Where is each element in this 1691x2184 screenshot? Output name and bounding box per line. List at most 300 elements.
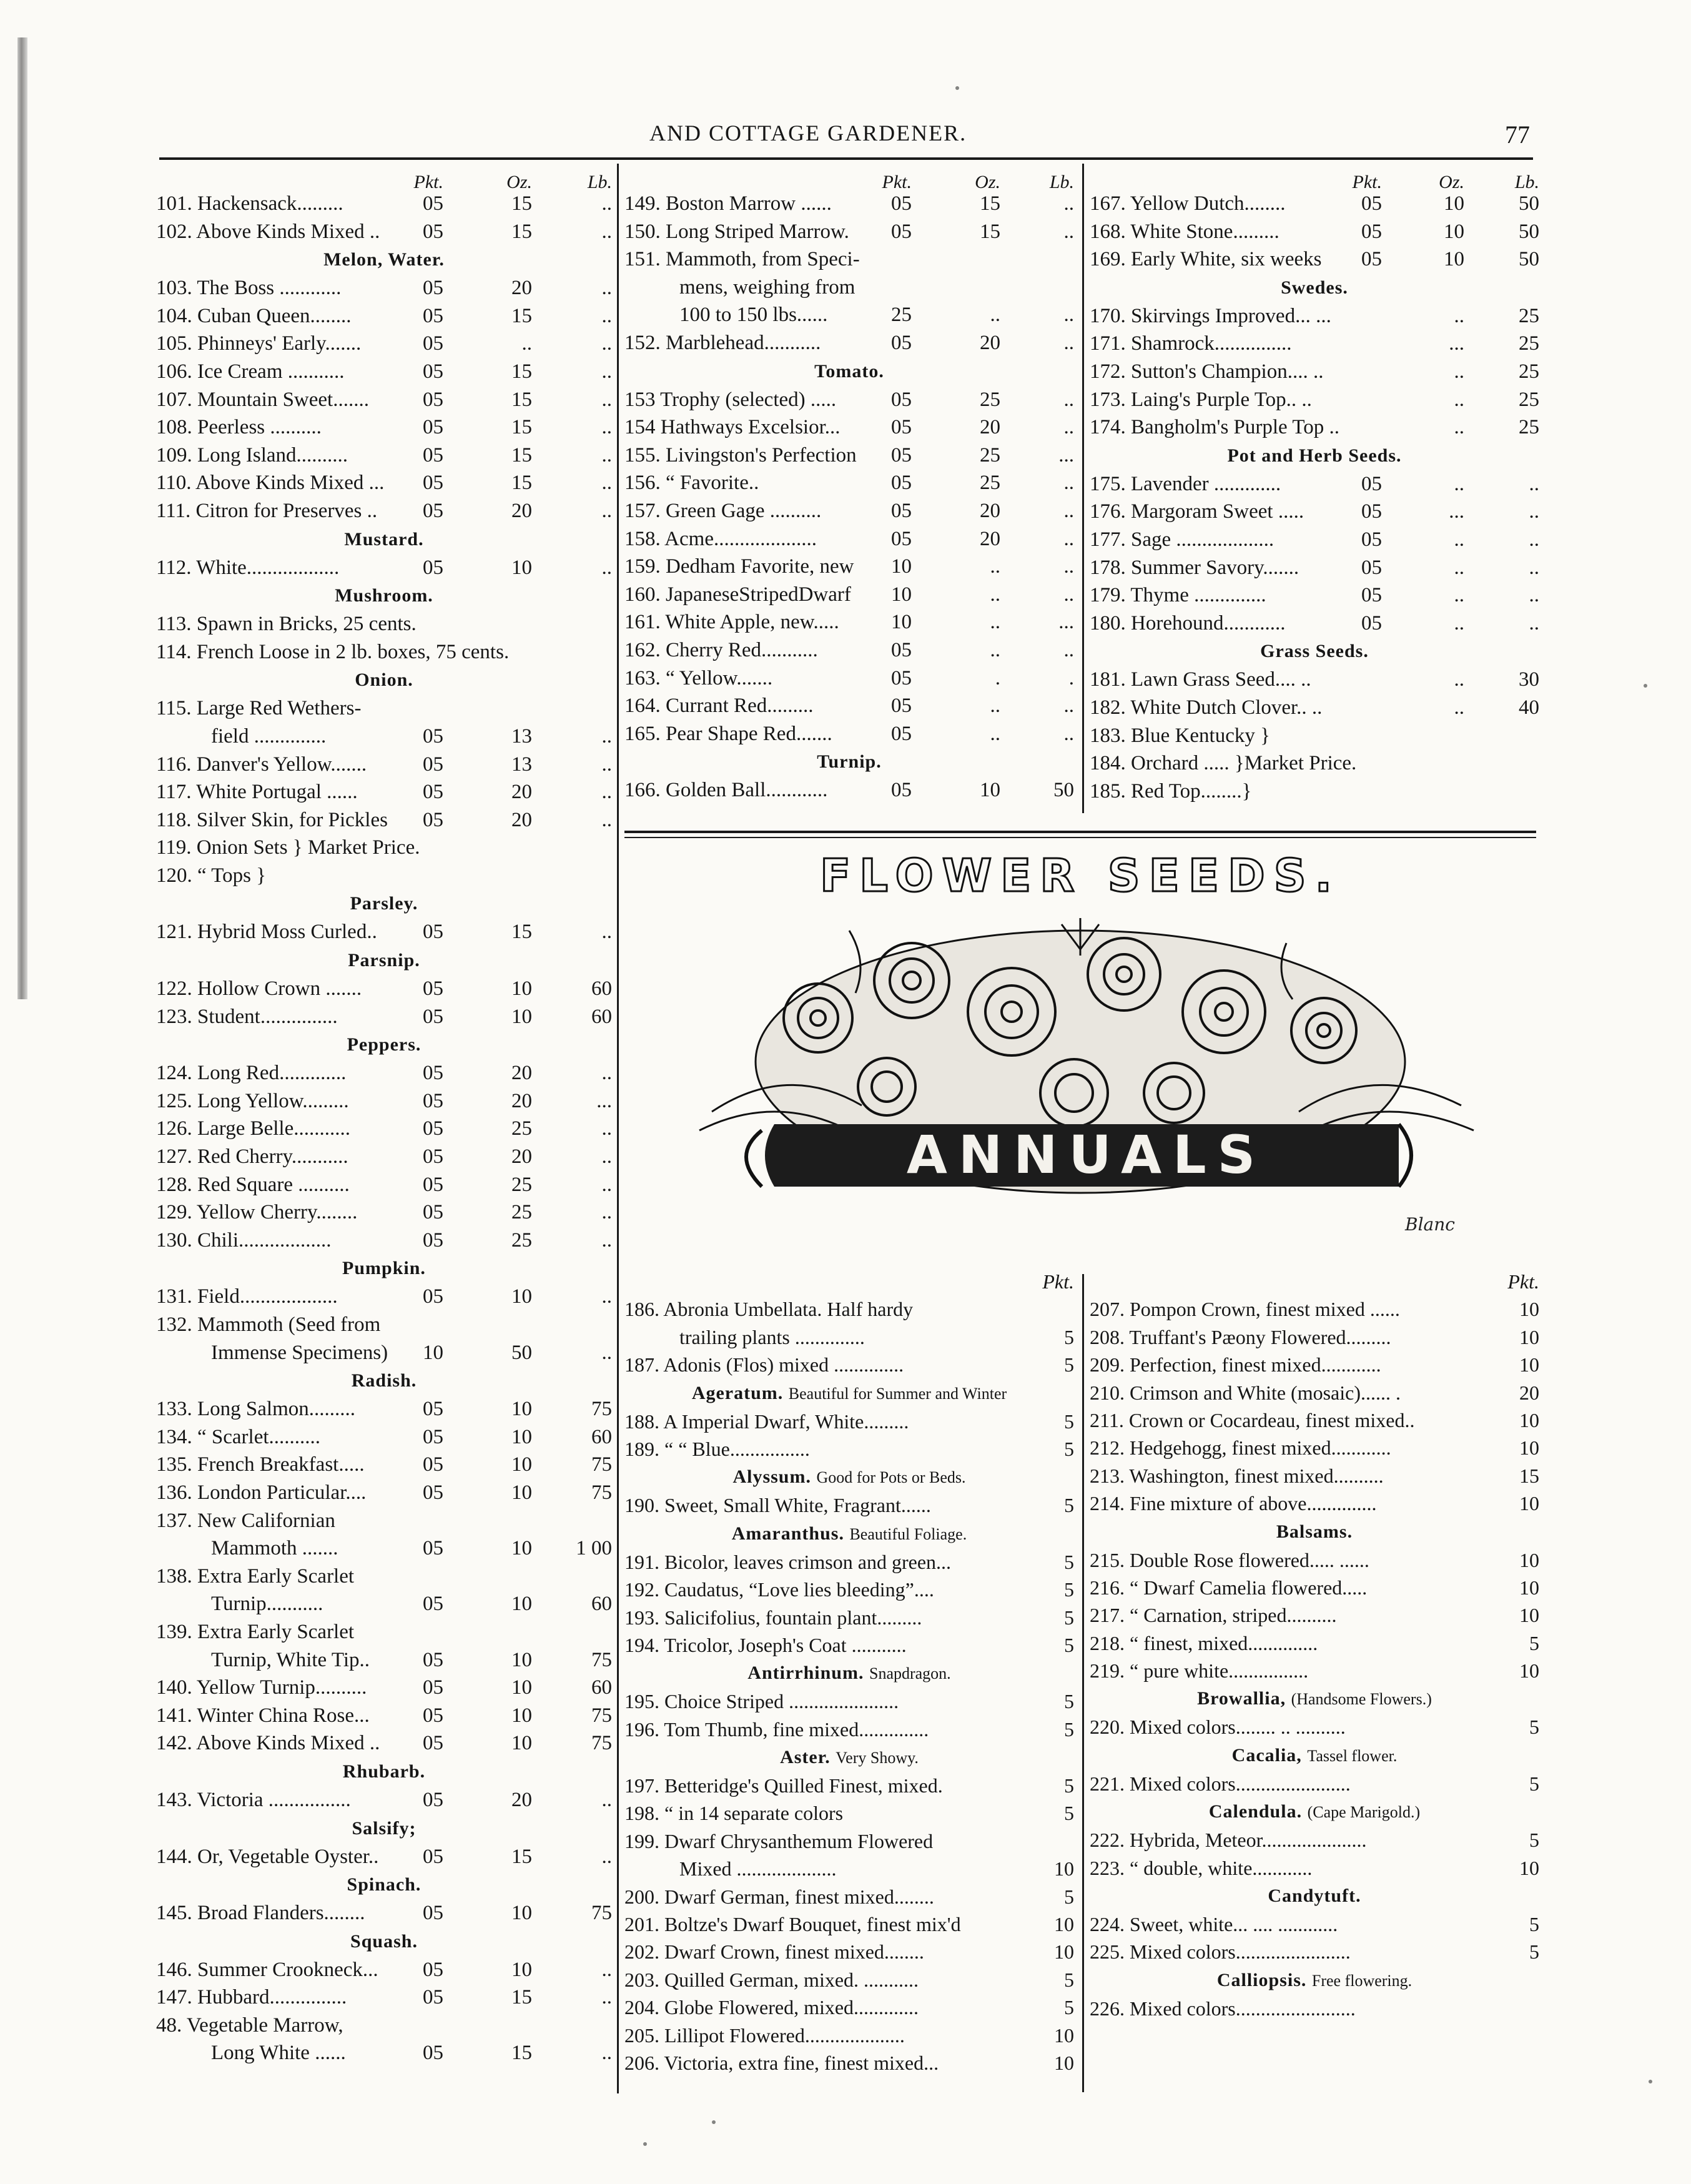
price-packet: 5 <box>1064 1325 1074 1348</box>
price-ounce: 20 <box>511 1788 532 1811</box>
entry-name: 186. Abronia Umbellata. Half hardy <box>624 1298 914 1321</box>
entry-name: 151. Mammoth, from Speci- <box>624 248 860 271</box>
entry-name: 224. Sweet, white... .... ............ <box>1090 1913 1338 1936</box>
catalog-entry <box>624 720 1074 748</box>
catalog-entry <box>624 1408 1074 1435</box>
price-pound: 60 <box>591 1425 612 1448</box>
price-packet: 05 <box>423 1648 443 1671</box>
price-pound: 60 <box>591 1005 612 1028</box>
entry-name: 106. Ice Cream ........... <box>156 360 345 383</box>
section-title: Calendula. <box>1208 1801 1303 1822</box>
price-packet: 5 <box>1064 1996 1074 2019</box>
price-packet: 10 <box>1054 1940 1074 1964</box>
section-title: Radish. <box>351 1370 417 1391</box>
catalog-entry <box>624 1351 1074 1378</box>
section-title: Amaranthus. <box>731 1523 844 1544</box>
entry-name: 215. Double Rose flowered..... ...... <box>1090 1548 1369 1571</box>
section-heading <box>1090 1518 1539 1546</box>
entry-name: 115. Large Red Wethers- <box>156 697 362 720</box>
price-ounce: 10 <box>1444 192 1464 215</box>
entry-name: 201. Boltze's Dwarf Bouquet, finest mix'd <box>624 1913 961 1936</box>
price-packet: 05 <box>423 753 443 776</box>
price-ounce: 10 <box>980 779 1000 802</box>
price-packet: 10 <box>1519 1298 1539 1321</box>
price-pound: .. <box>1529 584 1539 607</box>
section-heading <box>624 1743 1074 1772</box>
catalog-entry <box>624 581 1074 609</box>
catalog-entry-continued <box>624 1855 1074 1882</box>
catalog-entry <box>1090 1323 1539 1351</box>
price-ounce: .. <box>990 611 1000 634</box>
price-pound: .. <box>601 416 612 439</box>
price-ounce: 20 <box>980 416 1000 439</box>
price-packet: 05 <box>423 1453 443 1476</box>
entry-name: 191. Bicolor, leaves crimson and green... <box>624 1550 952 1573</box>
catalog-entry <box>624 218 1074 246</box>
catalog-entry <box>156 1786 612 1814</box>
entry-name: 211. Crown or Cocardeau, finest mixed.. <box>1090 1408 1415 1431</box>
price-packet: 05 <box>423 1173 443 1196</box>
price-packet: 5 <box>1064 1885 1074 1908</box>
price-pound: 25 <box>1519 360 1539 383</box>
section-title: Cacalia, <box>1231 1744 1302 1766</box>
price-pound: 25 <box>1519 332 1539 355</box>
price-ounce: 20 <box>980 527 1000 550</box>
catalog-entry <box>1090 694 1539 722</box>
section-title: Parsley. <box>350 893 418 914</box>
price-pound: ... <box>1058 443 1074 467</box>
entry-name: 185. Red Top........} <box>1090 779 1252 803</box>
section-title: Pumpkin. <box>342 1258 426 1279</box>
price-packet: 05 <box>1361 220 1382 243</box>
price-pound: 30 <box>1519 668 1539 691</box>
catalog-entry <box>1090 1995 1539 2022</box>
price-pound: .. <box>601 1986 612 2009</box>
catalog-entry <box>1090 554 1539 582</box>
entry-name: 142. Above Kinds Mixed .. <box>156 1732 380 1755</box>
entry-name: 208. Truffant's Pæony Flowered......... <box>1090 1325 1391 1348</box>
catalog-entry <box>156 975 612 1003</box>
price-packet: 05 <box>423 1732 443 1755</box>
price-ounce: 25 <box>980 443 1000 467</box>
catalog-entry <box>156 1843 612 1871</box>
price-ounce: 10 <box>511 1648 532 1671</box>
catalog-entry <box>624 413 1074 442</box>
entry-name: 187. Adonis (Flos) mixed .............. <box>624 1353 904 1376</box>
entry-name: 183. Blue Kentucky } <box>1090 724 1270 747</box>
entry-name: Turnip, White Tip.. <box>211 1648 370 1671</box>
section-note: Tassel flower. <box>1307 1746 1398 1765</box>
section-title: Onion. <box>355 670 413 691</box>
catalog-entry <box>624 776 1074 804</box>
catalog-entry-continued <box>624 1323 1074 1351</box>
price-header: Pkt. Oz. Lb. <box>882 172 1074 192</box>
catalog-entry <box>156 1507 612 1535</box>
price-packet: 5 <box>1064 1578 1074 1601</box>
price-packet: 05 <box>423 1958 443 1981</box>
entry-name: 147. Hubbard............... <box>156 1986 347 2009</box>
catalog-entry <box>624 2022 1074 2049</box>
section-note: Very Showy. <box>836 1749 919 1767</box>
entry-name: 107. Mountain Sweet....... <box>156 388 369 411</box>
entry-name: 126. Large Belle........... <box>156 1117 350 1140</box>
price-packet: 10 <box>1519 1492 1539 1515</box>
catalog-entry <box>1090 1854 1539 1882</box>
price-pound: .. <box>601 360 612 383</box>
catalog-entry <box>156 806 612 834</box>
catalog-entry <box>624 1491 1074 1519</box>
catalog-entry <box>156 1395 612 1423</box>
catalog-entry <box>1090 1910 1539 1938</box>
price-ounce: .. <box>1454 416 1464 439</box>
price-ounce: 15 <box>511 921 532 944</box>
price-ounce: 15 <box>511 416 532 439</box>
price-ounce: . <box>995 666 1000 689</box>
entry-name: 132. Mammoth (Seed from <box>156 1313 381 1336</box>
entry-name: 139. Extra Early Scarlet <box>156 1620 355 1643</box>
section-note: Snapdragon. <box>869 1664 951 1683</box>
price-packet: 05 <box>423 1902 443 1925</box>
catalog-entry <box>1090 1574 1539 1601</box>
price-ounce: ... <box>1449 332 1464 355</box>
entry-name: 110. Above Kinds Mixed ... <box>156 472 385 495</box>
catalog-entry <box>156 554 612 582</box>
top-rule <box>159 157 1533 160</box>
entry-name: 170. Skirvings Improved... ... <box>1090 304 1331 327</box>
price-ounce: .. <box>1454 696 1464 719</box>
section-heading <box>156 889 612 918</box>
catalog-entry <box>624 386 1074 414</box>
entry-name: 216. “ Dwarf Camelia flowered..... <box>1090 1576 1368 1599</box>
section-title: Pot and Herb Seeds. <box>1227 445 1402 466</box>
price-packet: 5 <box>1064 1494 1074 1517</box>
catalog-entry <box>156 862 612 890</box>
price-ounce: 10 <box>511 1732 532 1755</box>
entry-name: 113. Spawn in Bricks, 25 cents. <box>156 613 417 636</box>
price-packet: 5 <box>1529 1631 1539 1654</box>
price-packet: 10 <box>1519 1548 1539 1571</box>
page-number: 77 <box>1505 121 1530 149</box>
entry-name: 104. Cuban Queen........ <box>156 304 352 327</box>
section-heading <box>156 1366 612 1395</box>
entry-name: 154 Hathways Excelsior... <box>624 416 841 439</box>
entry-name: 178. Summer Savory....... <box>1090 556 1299 579</box>
price-pound: 75 <box>591 1902 612 1925</box>
catalog-entry <box>156 218 612 246</box>
catalog-entry <box>156 638 612 666</box>
price-pound: .. <box>601 1201 612 1224</box>
price-ounce: 10 <box>1444 248 1464 271</box>
catalog-entry <box>1090 1770 1539 1797</box>
price-packet: 05 <box>423 192 443 215</box>
price-pound: .. <box>1063 388 1074 411</box>
price-ounce: 25 <box>511 1117 532 1140</box>
price-ounce: 10 <box>511 1005 532 1028</box>
entry-name: 130. Chili.................. <box>156 1228 332 1252</box>
price-ounce: 10 <box>511 977 532 1001</box>
price-packet: 5 <box>1064 1690 1074 1713</box>
entry-name: 196. Tom Thumb, fine mixed.............. <box>624 1717 929 1741</box>
flower-column-right <box>1090 1268 1539 2022</box>
catalog-entry <box>1090 302 1539 330</box>
section-title: Peppers. <box>347 1034 422 1055</box>
catalog-entry <box>1090 778 1539 806</box>
entry-name: 161. White Apple, new..... <box>624 611 839 634</box>
catalog-entry <box>1090 1462 1539 1490</box>
price-ounce: 20 <box>511 277 532 300</box>
price-pound: 50 <box>1519 220 1539 243</box>
price-packet: 05 <box>423 1398 443 1421</box>
price-packet: 25 <box>891 304 912 327</box>
section-heading <box>624 1519 1074 1548</box>
price-packet: 10 <box>1519 1659 1539 1682</box>
catalog-entry <box>156 1115 612 1143</box>
price-ounce: 15 <box>980 220 1000 243</box>
catalog-entry-continued <box>156 723 612 751</box>
entry-name: 218. “ finest, mixed.............. <box>1090 1631 1318 1654</box>
vegetable-column-right <box>1090 169 1539 805</box>
entry-name: 103. The Boss ............ <box>156 277 342 300</box>
catalog-entry <box>1090 1826 1539 1854</box>
catalog-entry <box>1090 218 1539 246</box>
binding-edge <box>17 37 27 999</box>
section-heading <box>1090 274 1539 302</box>
section-title: Balsams. <box>1276 1521 1353 1542</box>
entry-name: 163. “ Yellow....... <box>624 666 773 689</box>
price-packet: 05 <box>423 1537 443 1560</box>
catalog-entry <box>624 665 1074 693</box>
catalog-entry <box>624 2049 1074 2077</box>
price-packet: 5 <box>1064 1968 1074 1991</box>
price-pound: 50 <box>1519 248 1539 271</box>
price-pound: .. <box>601 220 612 243</box>
price-packet: 10 <box>1519 1408 1539 1431</box>
section-heading <box>1090 1741 1539 1770</box>
print-speck <box>955 86 959 90</box>
price-ounce: 10 <box>511 1676 532 1699</box>
entry-name: 177. Sage ................... <box>1090 528 1274 551</box>
price-ounce: 20 <box>511 781 532 804</box>
section-heading <box>1090 1684 1539 1713</box>
price-pound: .. <box>601 388 612 411</box>
catalog-entry <box>1090 1938 1539 1965</box>
price-packet: 15 <box>1519 1464 1539 1487</box>
catalog-entry <box>156 1702 612 1730</box>
entry-name: 138. Extra Early Scarlet <box>156 1564 355 1588</box>
price-pound: .. <box>601 724 612 748</box>
price-ounce: 15 <box>511 192 532 215</box>
price-pound: 60 <box>591 1676 612 1699</box>
entry-name: 101. Hackensack......... <box>156 192 343 215</box>
catalog-entry <box>1090 386 1539 414</box>
price-packet: 10 <box>891 611 912 634</box>
price-packet: 05 <box>891 472 912 495</box>
price-packet: 05 <box>423 1845 443 1868</box>
catalog-entry <box>156 413 612 442</box>
price-ounce: 10 <box>511 1481 532 1504</box>
price-packet: 05 <box>891 192 912 215</box>
entry-name: 136. London Particular.... <box>156 1481 367 1504</box>
entry-name: 174. Bangholm's Purple Top .. <box>1090 416 1339 439</box>
price-packet: 05 <box>423 472 443 495</box>
section-title: Browallia, <box>1197 1688 1286 1709</box>
price-ounce: 15 <box>511 1845 532 1868</box>
entry-name: 221. Mixed colors....................... <box>1090 1772 1351 1795</box>
entry-name: 100 to 150 lbs...... <box>679 304 828 327</box>
price-pound: .. <box>1063 722 1074 745</box>
entry-name: 118. Silver Skin, for Pickles <box>156 808 388 831</box>
price-pound: .. <box>601 921 612 944</box>
catalog-entry <box>156 778 612 806</box>
entry-name: 210. Crimson and White (mosaic)...... . <box>1090 1381 1401 1404</box>
section-title: Turnip. <box>817 751 882 773</box>
entry-name: 219. “ pure white................ <box>1090 1659 1309 1682</box>
price-packet: 05 <box>1361 248 1382 271</box>
price-pound: .. <box>601 1788 612 1811</box>
column-rule-3 <box>1082 1274 1084 2092</box>
price-ounce: 10 <box>511 1285 532 1308</box>
price-pound: 50 <box>1053 779 1074 802</box>
flower-seeds-title: FLOWER SEEDS. <box>819 849 1341 902</box>
catalog-entry <box>156 1171 612 1199</box>
section-heading <box>156 666 612 694</box>
price-packet: 05 <box>1361 192 1382 215</box>
price-packet: 05 <box>423 1145 443 1169</box>
price-pound: .. <box>601 808 612 831</box>
entry-name: 145. Broad Flanders........ <box>156 1902 365 1925</box>
section-heading <box>156 1870 612 1899</box>
price-packet: 05 <box>423 921 443 944</box>
entry-name: 197. Betteridge's Quilled Finest, mixed. <box>624 1774 943 1797</box>
price-packet: 10 <box>1519 1604 1539 1627</box>
section-title: Swedes. <box>1281 277 1348 298</box>
catalog-entry <box>1090 1657 1539 1684</box>
price-pound: .. <box>601 192 612 215</box>
catalog-entry <box>156 1283 612 1311</box>
catalog-entry <box>1090 470 1539 498</box>
price-ounce: 20 <box>511 808 532 831</box>
price-packet: 05 <box>423 332 443 355</box>
entry-name: 111. Citron for Preserves .. <box>156 499 378 522</box>
price-ounce: .. <box>1454 304 1464 327</box>
price-header: Pkt. Oz. Lb. <box>413 172 612 192</box>
price-pound: .. <box>1063 694 1074 718</box>
entry-name: 222. Hybrida, Meteor..................... <box>1090 1829 1367 1852</box>
entry-name: 207. Pompon Crown, finest mixed ...... <box>1090 1298 1400 1321</box>
catalog-entry <box>624 692 1074 720</box>
catalog-entry <box>624 1827 1074 1855</box>
entry-name: 48. Vegetable Marrow, <box>156 2014 343 2037</box>
entry-name: 169. Early White, six weeks <box>1090 248 1322 271</box>
price-packet: 05 <box>423 1986 443 2009</box>
section-title: Tomato. <box>814 360 884 382</box>
price-pound: .. <box>601 472 612 495</box>
price-ounce: 20 <box>511 499 532 522</box>
entry-name: 206. Victoria, extra fine, finest mixed... <box>624 2051 939 2074</box>
entry-name: 116. Danver's Yellow....... <box>156 753 367 776</box>
entry-name: 141. Winter China Rose... <box>156 1704 370 1727</box>
price-ounce: 25 <box>511 1173 532 1196</box>
catalog-entry <box>156 274 612 302</box>
catalog-entry <box>1090 1490 1539 1517</box>
price-ounce: 25 <box>980 472 1000 495</box>
entry-name: 188. A Imperial Dwarf, White......... <box>624 1410 909 1433</box>
catalog-entry <box>624 329 1074 357</box>
price-pound: .. <box>601 499 612 522</box>
entry-name: 120. “ Tops } <box>156 864 267 887</box>
price-packet: 05 <box>423 1788 443 1811</box>
entry-name: 176. Margoram Sweet ..... <box>1090 500 1304 523</box>
price-pound: .. <box>1063 472 1074 495</box>
entry-name: 131. Field................... <box>156 1285 338 1308</box>
entry-name: 165. Pear Shape Red....... <box>624 722 832 745</box>
section-heading <box>156 1757 612 1786</box>
price-ounce: .. <box>990 722 1000 745</box>
catalog-entry <box>156 1451 612 1479</box>
section-heading <box>624 357 1074 386</box>
price-packet: 05 <box>423 1062 443 1085</box>
price-ounce: 20 <box>980 499 1000 522</box>
price-packet: 10 <box>1519 1576 1539 1599</box>
price-ounce: 10 <box>511 1704 532 1727</box>
price-packet: 10 <box>1519 1325 1539 1348</box>
price-packet: 5 <box>1529 1940 1539 1964</box>
price-pound: .. <box>601 1062 612 1085</box>
entry-name: 204. Globe Flowered, mixed............. <box>624 1996 919 2019</box>
catalog-entry <box>1090 749 1539 778</box>
entry-name: 125. Long Yellow......... <box>156 1089 349 1112</box>
entry-name: 152. Marblehead........... <box>624 331 821 354</box>
entry-name: 199. Dwarf Chrysanthemum Flowered <box>624 1829 934 1852</box>
section-heading <box>156 525 612 554</box>
section-heading <box>624 1379 1074 1408</box>
price-packet: 10 <box>1519 1436 1539 1460</box>
catalog-entry <box>1090 722 1539 750</box>
price-packet: 5 <box>1064 1802 1074 1825</box>
entry-name: 109. Long Island.......... <box>156 443 348 467</box>
price-packet: 05 <box>423 2042 443 2065</box>
catalog-entry <box>156 610 612 638</box>
catalog-entry <box>156 386 612 414</box>
entry-name: 128. Red Square .......... <box>156 1173 350 1196</box>
price-packet: 05 <box>891 779 912 802</box>
price-pound: 25 <box>1519 416 1539 439</box>
section-heading <box>156 1814 612 1843</box>
price-pound: .. <box>601 1845 612 1868</box>
price-packet: 05 <box>423 977 443 1001</box>
price-ounce: 25 <box>511 1201 532 1224</box>
catalog-entry <box>1090 666 1539 694</box>
entry-name: 143. Victoria ................ <box>156 1788 351 1811</box>
entry-name: 112. White.................. <box>156 556 340 579</box>
section-title: Grass Seeds. <box>1260 641 1369 662</box>
catalog-entry <box>624 1435 1074 1463</box>
flower-rule-top-thin <box>624 837 1536 838</box>
price-ounce: .. <box>990 583 1000 606</box>
catalog-entry-continued <box>156 1646 612 1674</box>
catalog-entry-continued <box>624 274 1074 302</box>
flower-rule-top <box>624 831 1536 833</box>
entry-name: Mixed .................... <box>679 1857 837 1880</box>
catalog-entry <box>624 1631 1074 1659</box>
price-packet: 05 <box>891 722 912 745</box>
catalog-entry <box>624 497 1074 525</box>
price-packet: 05 <box>891 331 912 354</box>
entry-name: 129. Yellow Cherry........ <box>156 1201 358 1224</box>
catalog-entry <box>1090 1546 1539 1574</box>
catalog-entry <box>624 636 1074 665</box>
section-heading <box>1090 1797 1539 1826</box>
